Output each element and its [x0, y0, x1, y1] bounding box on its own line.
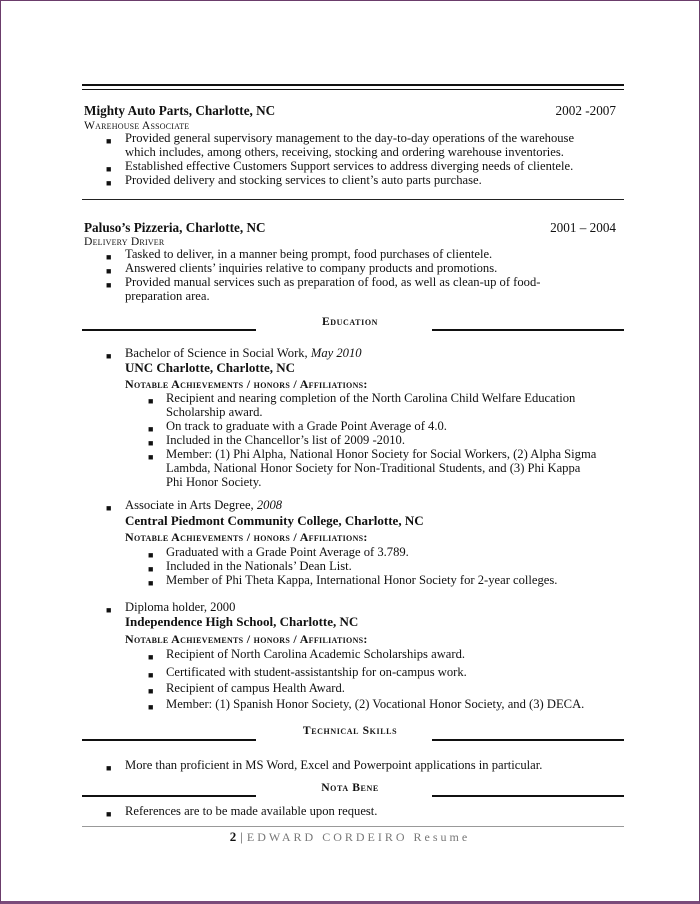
job-bullet: Tasked to deliver, in a manner being prompt, food purchases of clientele.	[125, 247, 493, 261]
bullet-icon: ■	[106, 178, 112, 188]
school-name: Independence High School, Charlotte, NC	[125, 614, 359, 629]
achievement-item: Member: (1) Phi Alpha, National Honor Society for Social Workers, (2) Alpha Sigma	[166, 447, 597, 461]
achievement-item: Included in the Chancellor’s list of 2009 -2010.	[166, 433, 406, 447]
bullet-icon: ■	[106, 605, 112, 615]
job-bullet: Provided delivery and stocking services to client’s auto parts purchase.	[125, 173, 482, 187]
bullet-icon: ■	[148, 438, 154, 448]
bullet-icon: ■	[148, 578, 154, 588]
bullet-icon: ■	[148, 686, 154, 696]
degree-date: 2008	[256, 498, 283, 512]
achievement-item: Recipient of North Carolina Academic Scholarships award.	[166, 647, 466, 661]
achievement-item: Recipient of campus Health Award.	[166, 681, 345, 695]
heading-rule-right	[432, 739, 624, 741]
bullet-icon: ■	[148, 670, 154, 680]
job-title: Warehouse Associate	[84, 119, 190, 132]
bullet-icon: ■	[106, 164, 112, 174]
bullet-icon: ■	[106, 280, 112, 290]
bullet-icon: ■	[106, 252, 112, 262]
footer-separator: |	[240, 829, 243, 844]
job-bullet-cont: preparation area.	[125, 289, 210, 303]
nota-bene-item: References are to be made available upon request.	[125, 804, 378, 818]
page-number: 2	[229, 829, 237, 844]
top-double-rule	[82, 84, 624, 86]
achievement-item: Certificated with student-assistantship for on-campus work.	[166, 665, 467, 679]
heading-rule-right	[432, 795, 624, 797]
job-bullet: Answered clients’ inquiries relative to company products and promotions.	[125, 261, 498, 275]
achievement-item: On track to graduate with a Grade Point Average of 4.0.	[166, 419, 447, 433]
heading-rule-left	[82, 795, 256, 797]
job-company-name: Paluso’s Pizzeria, Charlotte, NC	[84, 220, 266, 235]
bullet-icon: ■	[106, 809, 112, 819]
degree-name: Associate in Arts Degree,	[125, 498, 257, 512]
school-name: Central Piedmont Community College, Charlotte, NC	[125, 513, 424, 528]
bullet-icon: ■	[148, 564, 154, 574]
degree	[125, 600, 235, 615]
achievement-item-cont: Phi Honor Society.	[166, 475, 262, 489]
achievement-item: Included in the Nationals’ Dean List.	[166, 559, 352, 573]
degree	[125, 346, 362, 361]
footer-rule	[82, 826, 624, 827]
bullet-icon: ■	[148, 550, 154, 560]
achievements-heading: Notable Achievements / honors / Affiliations:	[125, 632, 368, 646]
bullet-icon: ■	[106, 266, 112, 276]
heading-rule-left	[82, 329, 256, 331]
job-bullet: Provided general supervisory management to the day-to-day operations of the warehouse	[125, 131, 575, 145]
bullet-icon: ■	[106, 136, 112, 146]
degree-name: Diploma holder, 2000	[125, 600, 236, 614]
achievements-heading: Notable Achievements / honors / Affiliations:	[125, 377, 368, 391]
job-bullet: Provided manual services such as preparation of food, as well as clean-up of food-	[125, 275, 541, 289]
achievement-item: Member: (1) Spanish Honor Society, (2) Vocational Honor Society, and (3) DECA.	[166, 697, 585, 711]
bullet-icon: ■	[148, 396, 154, 406]
skill-item: More than proficient in MS Word, Excel and Powerpoint applications in particular.	[125, 758, 543, 772]
school-name: UNC Charlotte, Charlotte, NC	[125, 360, 296, 375]
bullet-icon: ■	[148, 652, 154, 662]
achievement-item-cont: Lambda, National Honor Society for Non-Traditional Students, and (3) Phi Kappa	[166, 461, 581, 475]
degree	[125, 498, 282, 513]
job-dates: 2001 – 2004	[550, 220, 616, 235]
achievement-item: Member of Phi Theta Kappa, International Honor Society for 2-year colleges.	[166, 573, 558, 587]
top-double-rule-thin	[82, 89, 624, 90]
section-heading-technical-skills: Technical Skills	[302, 724, 398, 737]
bullet-icon: ■	[106, 351, 112, 361]
degree-date: May 2010	[310, 346, 362, 360]
job-company	[84, 220, 616, 236]
section-heading-education: Education	[321, 315, 379, 328]
job-dates: 2002 -2007	[555, 103, 616, 118]
achievement-item: Graduated with a Grade Point Average of 3.789.	[166, 545, 409, 559]
achievement-item: Recipient and nearing completion of the North Carolina Child Welfare Education	[166, 391, 576, 405]
heading-rule-left	[82, 739, 256, 741]
bullet-icon: ■	[106, 503, 112, 513]
job-bullet: Established effective Customers Support services to address diverging needs of clientele.	[125, 159, 574, 173]
section-heading-nota-bene: Nota Bene	[321, 781, 379, 794]
job-company	[84, 103, 616, 119]
footer-name: EDWARD CORDEIRO Resume	[246, 830, 471, 844]
bullet-icon: ■	[106, 763, 112, 773]
bullet-icon: ■	[148, 452, 154, 462]
bullet-icon: ■	[148, 702, 154, 712]
page-footer	[0, 829, 700, 845]
job-company-name: Mighty Auto Parts, Charlotte, NC	[84, 103, 276, 118]
bullet-icon: ■	[148, 424, 154, 434]
section-divider	[82, 199, 624, 200]
achievement-item-cont: Scholarship award.	[166, 405, 263, 419]
job-bullet-cont: which includes, among others, receiving, stocking and ordering warehouse inventories.	[125, 145, 564, 159]
achievements-heading: Notable Achievements / honors / Affiliations:	[125, 530, 368, 544]
job-title: Delivery Driver	[84, 235, 165, 248]
degree-name: Bachelor of Science in Social Work,	[125, 346, 311, 360]
heading-rule-right	[432, 329, 624, 331]
